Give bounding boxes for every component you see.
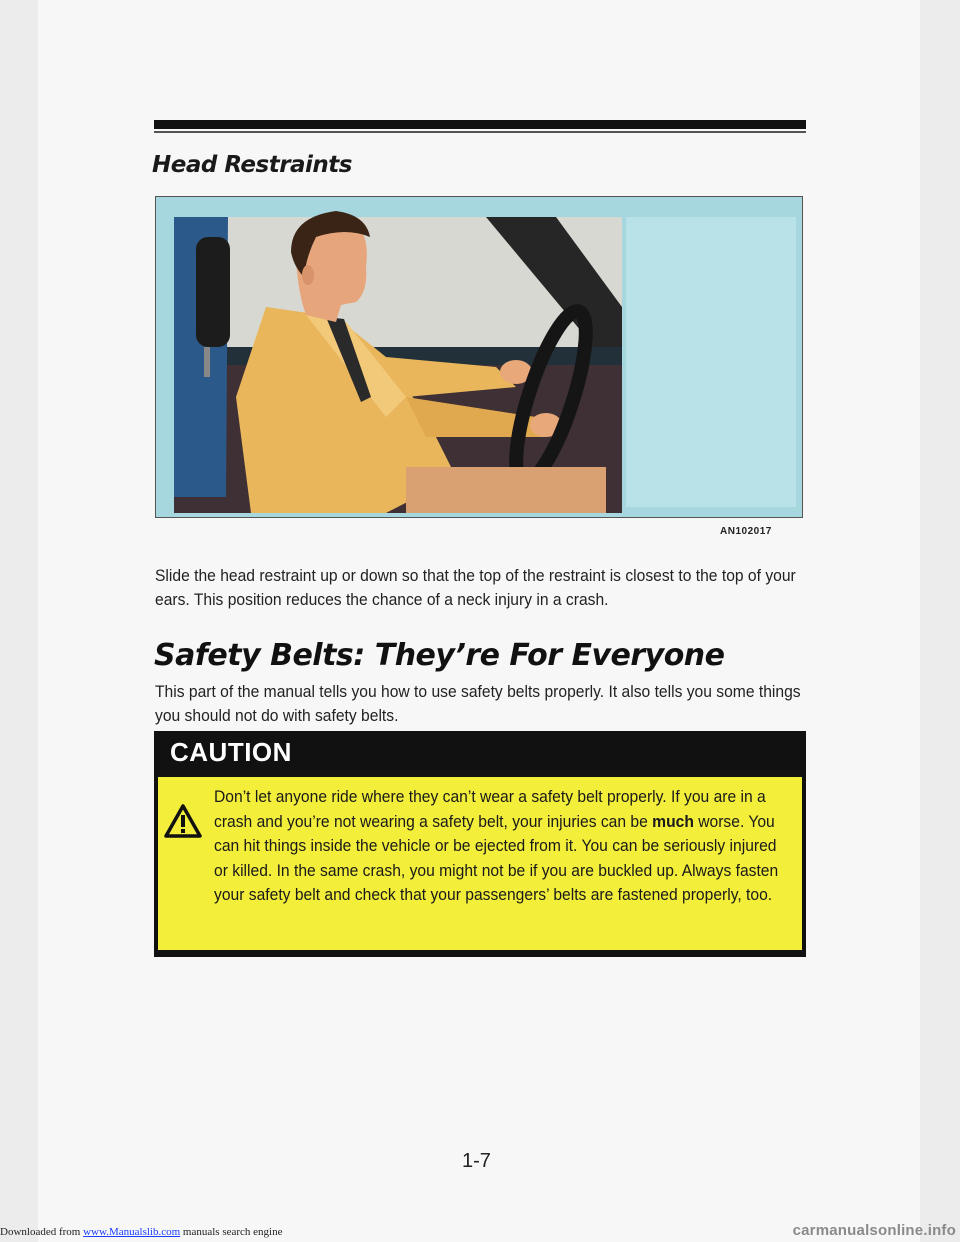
caution-emphasis: much [652, 811, 694, 831]
header-rule-thin [154, 131, 806, 133]
caution-text-part-2: worse. You can hit things inside the vehicle or be ejected from it. You can be seriously injured or killed. In the same crash, you might not be if you are buckled up. Always fasten your safety belt and check that your passengers’ belts are fastened properly, too. [214, 811, 779, 904]
warning-triangle-icon [164, 804, 202, 838]
head-restraint-illustration [155, 196, 803, 518]
head-restraint-paragraph: Slide the head restraint up or down so that the top of the restraint is closest to the top of your ears. This position reduces the chance of a neck injury in a crash. [155, 566, 796, 609]
caution-text-part-1: Don’t let anyone ride where they can’t wear a safety belt properly. If you are in a crash and you’re not wearing a safety belt, your injuries can be [214, 787, 766, 831]
safety-belts-paragraph: This part of the manual tells you how to use safety belts properly. It also tells you some things you should not do with safety belts. [155, 682, 801, 725]
download-footer [0, 1226, 282, 1238]
caution-body [158, 777, 802, 950]
page-number: 1-7 [462, 1150, 491, 1172]
head-restraints-title: Head Restraints [152, 152, 352, 178]
manualslib-link[interactable]: www.Manualslib.com [83, 1226, 181, 1238]
footer-prefix: Downloaded from [0, 1226, 84, 1238]
caution-label: CAUTION [170, 737, 292, 767]
caution-box [154, 731, 806, 957]
header-rule [154, 120, 806, 129]
watermark: carmanualsonline.info [792, 1222, 956, 1239]
footer-suffix: manuals search engine [180, 1226, 283, 1238]
caution-text [214, 785, 784, 908]
safety-belts-title: Safety Belts: They’re For Everyone [154, 638, 725, 673]
figure-code: AN102017 [720, 526, 772, 537]
manual-page [38, 0, 920, 1242]
